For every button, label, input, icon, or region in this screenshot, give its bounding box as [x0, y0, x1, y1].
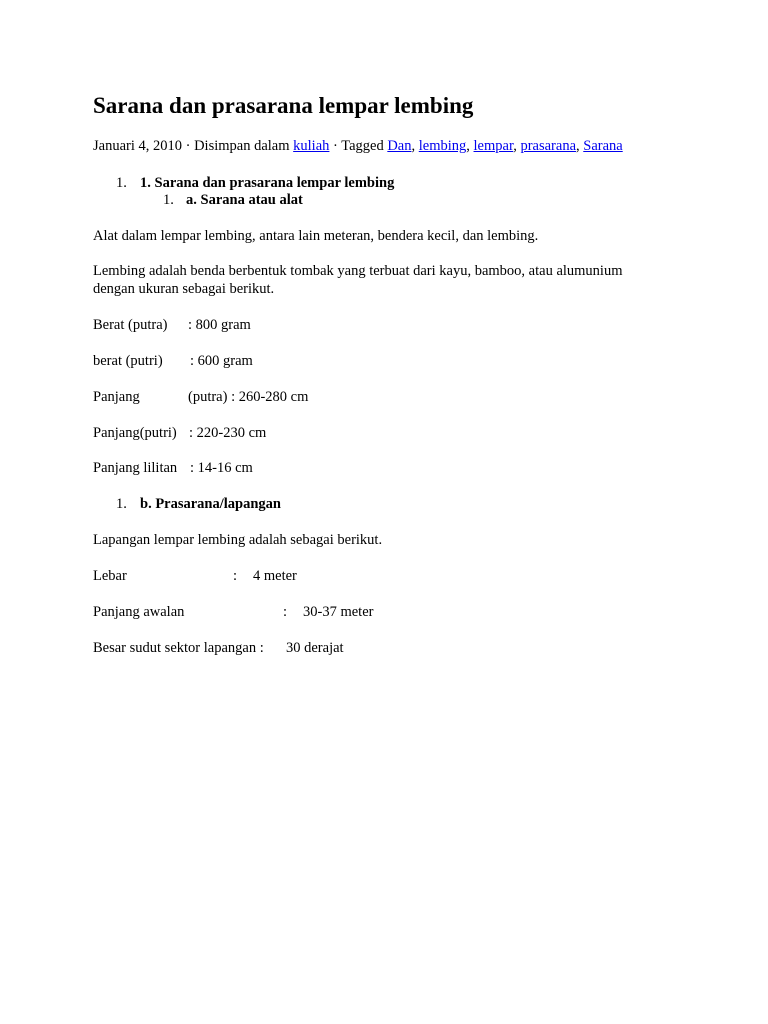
meta-separator: · Disimpan dalam [182, 138, 294, 154]
section-heading-1: 1. Sarana dan prasarana lempar lembing [140, 175, 395, 191]
tag-separator: , [411, 138, 419, 154]
list-marker: 1. [163, 192, 174, 208]
spec-value: : 14-16 cm [190, 460, 253, 476]
list-item-heading-1a [163, 191, 174, 209]
spec-value: : 800 gram [188, 317, 251, 333]
spec-value: : 220-230 cm [189, 425, 267, 441]
spec-label: Besar sudut sektor lapangan : [93, 640, 264, 656]
list-marker: 1. [116, 175, 127, 191]
page-title: Sarana dan prasarana lempar lembing [93, 93, 474, 118]
spec-value: : 600 gram [190, 353, 253, 369]
section-heading-1b: b. Prasarana/lapangan [140, 496, 281, 512]
post-meta [93, 137, 623, 155]
category-link[interactable]: kuliah [293, 138, 330, 154]
tag-link-dan[interactable]: Dan [387, 138, 412, 154]
tag-link-prasarana[interactable]: prasarana [520, 138, 577, 154]
spec-colon: : [283, 604, 288, 620]
paragraph-tools: Alat dalam lempar lembing, antara lain meteran, bendera kecil, dan lembing. [93, 228, 539, 244]
tag-separator: , [513, 138, 521, 154]
spec-label: Panjang(putri) [93, 425, 177, 441]
meta-separator: · Tagged [329, 138, 388, 154]
spec-label: Panjang [93, 389, 140, 405]
paragraph-lembing-line2: dengan ukuran sebagai berikut. [93, 281, 275, 297]
spec-value: 30-37 meter [303, 604, 374, 620]
tag-link-sarana[interactable]: Sarana [583, 138, 623, 154]
tag-separator: , [576, 138, 584, 154]
post-date: Januari 4, 2010 [93, 138, 182, 154]
spec-label: Berat (putra) [93, 317, 168, 333]
paragraph-field: Lapangan lempar lembing adalah sebagai berikut. [93, 532, 383, 548]
spec-label: Lebar [93, 568, 127, 584]
spec-value: 30 derajat [286, 640, 344, 656]
spec-label: Panjang awalan [93, 604, 185, 620]
list-item-heading-1 [116, 174, 127, 192]
spec-value: 4 meter [253, 568, 297, 584]
spec-value: (putra) : 260-280 cm [188, 389, 309, 405]
list-marker: 1. [116, 496, 127, 512]
spec-colon: : [233, 568, 238, 584]
spec-label: Panjang lilitan [93, 460, 178, 476]
tag-link-lempar[interactable]: lempar [473, 138, 514, 154]
paragraph-lembing-line1: Lembing adalah benda berbentuk tombak yang terbuat dari kayu, bamboo, atau alumunium [93, 263, 623, 279]
spec-label: berat (putri) [93, 353, 163, 369]
tag-separator: , [466, 138, 474, 154]
section-heading-1a: a. Sarana atau alat [186, 192, 303, 208]
tag-link-lembing[interactable]: lembing [418, 138, 467, 154]
list-item-heading-1b [116, 495, 127, 513]
